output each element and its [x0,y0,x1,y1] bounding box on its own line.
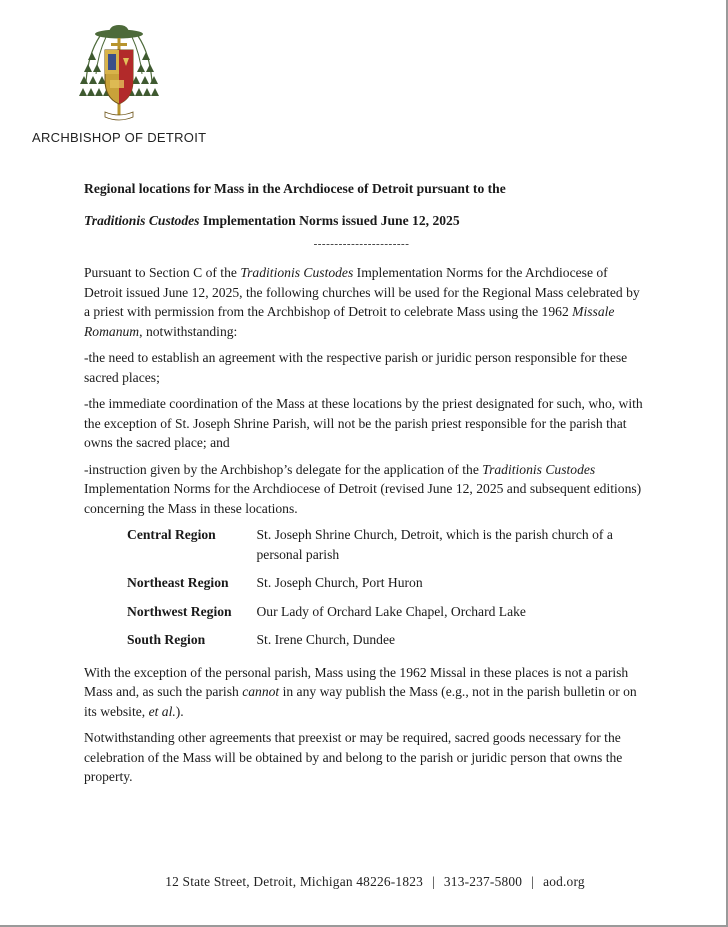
exception-italic-2: et al. [148,703,176,719]
region-row [127,630,644,659]
exception-paragraph [84,663,644,722]
intro-text-1: Pursuant to Section C of the [84,265,241,280]
episcopal-coat-of-arms-icon [78,24,160,126]
region-church: St. Joseph Church, Port Huron [256,575,423,590]
footer-address: 12 State Street, Detroit, Michigan 48226-1823 [165,874,424,889]
regions-table [127,525,644,659]
footer-separator: | [432,874,435,889]
region-church: Our Lady of Orchard Lake Chapel, Orchard Lake [256,603,526,619]
intro-text-3: , notwithstanding: [139,323,238,339]
region-name: Northwest Region [127,603,232,619]
region-church: St. Joseph Shrine Church, Detroit, which is the parish church of a personal parish [256,527,613,562]
region-church: St. Irene Church, Dundee [256,632,396,647]
heading-line-2 [84,212,460,229]
document-body [84,263,644,794]
region-name: Northeast Region [127,575,229,590]
intro-italic-1: Traditionis Custodes [240,265,354,280]
section-separator: ----------------------- [313,238,410,250]
heading-italic-title: Traditionis Custodes [84,213,200,228]
heading-line-2-rest: Implementation Norms issued June 12, 2025 [199,213,460,228]
goods-paragraph: Notwithstanding other agreements that preexist or may be required, sacred goods necessary for the celebration of the Mass will be obtained by and belong to the parish or juridic person that owns the property. [84,730,623,784]
region-name: Central Region [127,527,216,542]
region-row [127,602,644,631]
heading-line-1: Regional locations for Mass in the Archdiocese of Detroit pursuant to the [84,181,506,196]
condition-2: -the immediate coordination of the Mass at these locations by the priest designated for such, who, with the exception of St. Joseph Shrine Parish, will not be the parish priest responsible for the parish that owns the sacred place; and [84,396,643,450]
region-name: South Region [127,632,206,647]
condition-3-italic: Traditionis Custodes [482,461,596,477]
condition-3-text-1: -instruction given by the Archbishop’s delegate for the application of the [84,461,483,477]
exception-italic-1: cannot [242,684,280,699]
intro-italic-2: Missale Romanum [84,304,615,339]
exception-text-3: ). [175,703,184,719]
footer-separator: | [531,874,535,889]
intro-paragraph [84,263,644,341]
intro-text-2: Implementation Norms for the Archdiocese of Detroit issued June 12, 2025, the following churches will be used for the Regional Mass celebrated by a priest with permission from the Archbishop of Detroit to celebrate Mass using the 1962 [84,265,640,319]
condition-3 [84,460,644,519]
exception-text-1: With the exception of the personal parish, Mass using the 1962 Missal in these places is not a parish Mass and, as such the parish [84,664,629,699]
exception-text-2: in any way publish the Mass (e.g., not in the parish bulletin or on its website, [84,684,637,719]
region-row [127,573,644,602]
condition-3-text-2: Implementation Norms for the Archdiocese of Detroit (revised June 12, 2025 and subsequent editions) concerning the Mass in these locations. [84,481,642,516]
office-title: ARCHBISHOP OF DETROIT [32,130,207,145]
condition-1: -the need to establish an agreement with the respective parish or juridic person responsible for these sacred places; [84,350,628,385]
document-heading [84,180,684,228]
footer-phone: 313-237-5800 [443,874,523,889]
footer-website: aod.org [543,874,585,889]
region-row [127,525,644,573]
letterhead-footer [0,874,728,890]
